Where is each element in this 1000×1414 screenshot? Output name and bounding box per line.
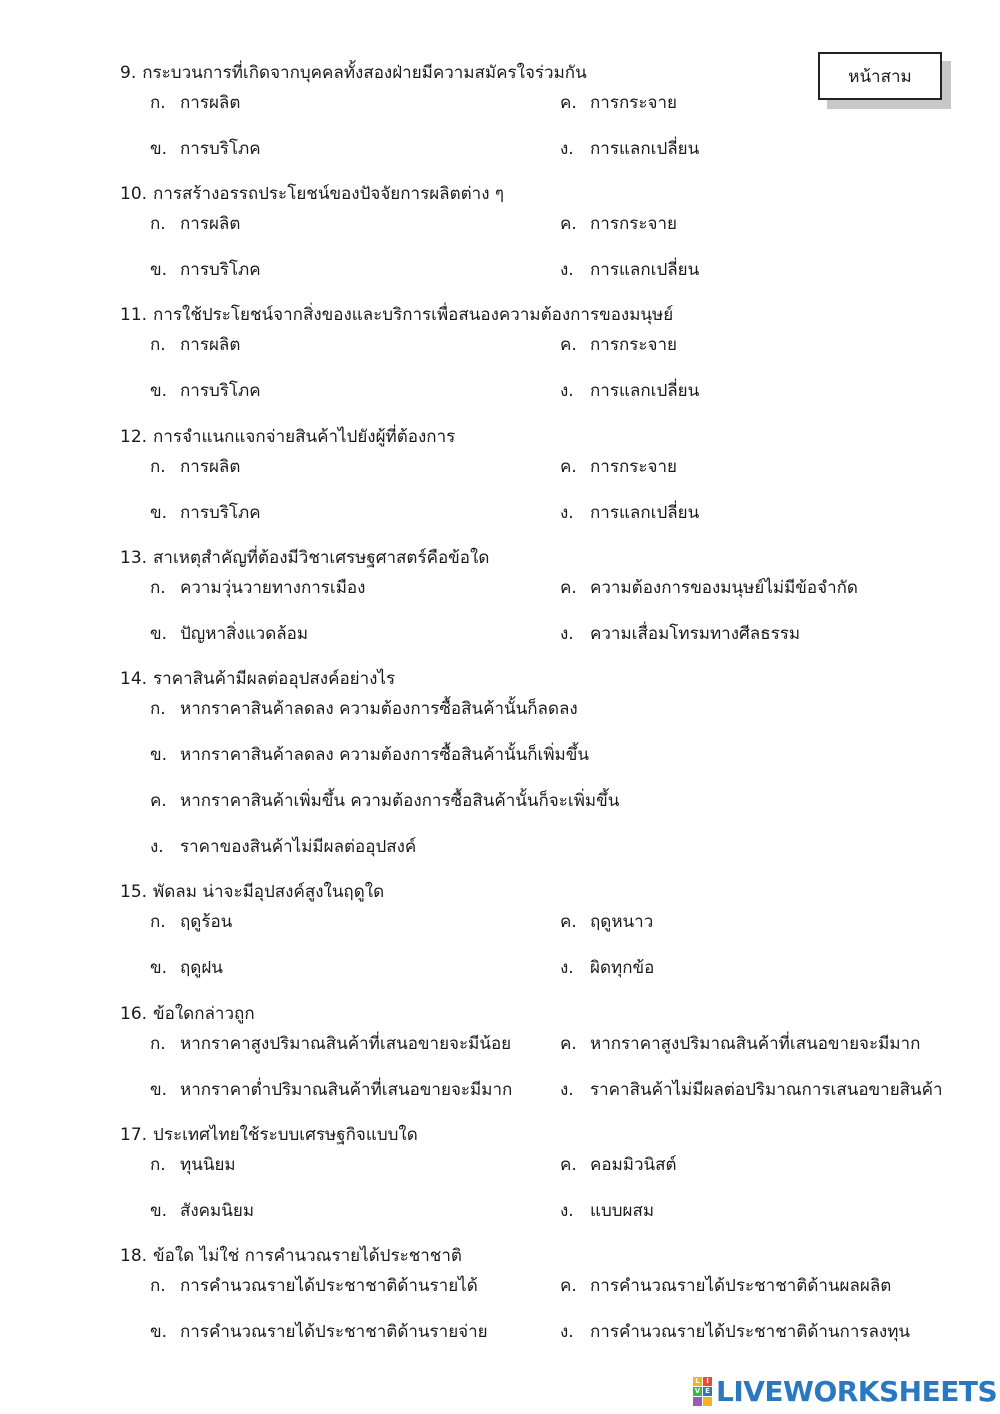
question-text: กระบวนการที่เกิดจากบุคคลทั้งสองฝ่ายมีความสมัครใจร่วมกัน bbox=[142, 63, 587, 83]
option-letter: ง. bbox=[560, 381, 574, 401]
answer-option[interactable] bbox=[150, 620, 308, 647]
answer-option[interactable] bbox=[150, 1318, 488, 1345]
option-letter: ค. bbox=[150, 791, 167, 811]
option-text: หากราคาต่ำปริมาณสินค้าที่เสนอขายจะมีมาก bbox=[180, 1080, 513, 1100]
answer-option[interactable] bbox=[150, 954, 223, 981]
answer-option[interactable] bbox=[560, 135, 699, 162]
option-text: การบริโภค bbox=[180, 139, 261, 159]
option-text: การคำนวณรายได้ประชาชาติด้านรายได้ bbox=[180, 1276, 478, 1296]
answer-option[interactable] bbox=[150, 135, 261, 162]
question-number: 17. bbox=[120, 1125, 148, 1145]
answer-option[interactable] bbox=[560, 620, 800, 647]
answer-option[interactable] bbox=[560, 1151, 677, 1178]
option-text: การกระจาย bbox=[590, 214, 677, 234]
option-letter: ข. bbox=[150, 1201, 168, 1221]
option-letter: ง. bbox=[560, 958, 574, 978]
option-letter: ก. bbox=[150, 1155, 166, 1175]
logo-square bbox=[703, 1397, 712, 1406]
answer-option[interactable] bbox=[150, 1151, 236, 1178]
option-letter: ก. bbox=[150, 214, 166, 234]
option-letter: ก. bbox=[150, 912, 166, 932]
logo-square bbox=[693, 1397, 702, 1406]
answer-option[interactable] bbox=[560, 210, 677, 237]
option-letter: ค. bbox=[560, 457, 577, 477]
question-title bbox=[120, 1242, 462, 1269]
answer-option[interactable] bbox=[150, 833, 416, 860]
option-text: หากราคาสูงปริมาณสินค้าที่เสนอขายจะมีน้อย bbox=[180, 1034, 512, 1054]
option-letter: ข. bbox=[150, 381, 168, 401]
answer-option[interactable] bbox=[150, 1197, 254, 1224]
answer-option[interactable] bbox=[560, 453, 677, 480]
option-letter: ง. bbox=[150, 837, 164, 857]
option-text: การผลิต bbox=[180, 93, 241, 113]
option-text: การคำนวณรายได้ประชาชาติด้านการลงทุน bbox=[590, 1322, 911, 1342]
option-text: ราคาของสินค้าไม่มีผลต่ออุปสงค์ bbox=[180, 837, 417, 857]
option-text: การแลกเปลี่ยน bbox=[590, 260, 700, 280]
option-text: การบริโภค bbox=[180, 503, 261, 523]
logo-square: V bbox=[694, 1386, 701, 1395]
option-text: ปัญหาสิ่งแวดล้อม bbox=[180, 624, 309, 644]
answer-option[interactable] bbox=[560, 954, 654, 981]
option-text: ผิดทุกข้อ bbox=[590, 958, 655, 978]
question-number: 18. bbox=[120, 1246, 148, 1266]
question-number: 16. bbox=[120, 1004, 148, 1024]
option-text: ฤดูฝน bbox=[180, 958, 223, 978]
answer-option[interactable] bbox=[150, 741, 589, 768]
option-letter: ค. bbox=[560, 578, 577, 598]
answer-option[interactable] bbox=[560, 1272, 891, 1299]
answer-option[interactable] bbox=[150, 908, 232, 935]
question-title bbox=[120, 1121, 418, 1148]
answer-option[interactable] bbox=[150, 210, 240, 237]
question-title bbox=[120, 301, 673, 328]
question-number: 14. bbox=[120, 669, 148, 689]
question-number: 11. bbox=[120, 305, 148, 325]
option-letter: ง. bbox=[560, 1322, 574, 1342]
answer-option[interactable] bbox=[150, 695, 578, 722]
answer-option[interactable] bbox=[150, 499, 261, 526]
answer-option[interactable] bbox=[150, 1076, 512, 1103]
answer-option[interactable] bbox=[150, 787, 619, 814]
page-label: หน้าสาม bbox=[848, 66, 912, 87]
option-letter: ข. bbox=[150, 624, 168, 644]
question-number: 15. bbox=[120, 882, 148, 902]
option-letter: ง. bbox=[560, 1080, 574, 1100]
option-letter: ค. bbox=[560, 214, 577, 234]
option-text: ราคาสินค้าไม่มีผลต่อปริมาณการเสนอขายสินค้า bbox=[590, 1080, 943, 1100]
answer-option[interactable] bbox=[150, 1272, 478, 1299]
option-text: การกระจาย bbox=[590, 93, 677, 113]
option-text: ทุนนิยม bbox=[180, 1155, 236, 1175]
option-letter: ข. bbox=[150, 958, 168, 978]
option-text: หากราคาสินค้าเพิ่มขึ้น ความต้องการซื้อสินค้านั้นก็จะเพิ่มขึ้น bbox=[180, 791, 620, 811]
question-title bbox=[120, 1000, 255, 1027]
option-letter: ข. bbox=[150, 503, 168, 523]
option-text: ความต้องการของมนุษย์ไม่มีข้อจำกัด bbox=[590, 578, 858, 598]
option-text: ฤดูร้อน bbox=[180, 912, 233, 932]
answer-option[interactable] bbox=[560, 1318, 910, 1345]
option-letter: ง. bbox=[560, 503, 574, 523]
option-letter: ง. bbox=[560, 624, 574, 644]
option-text: แบบผสม bbox=[590, 1201, 655, 1221]
question-number: 9. bbox=[120, 63, 137, 83]
answer-option[interactable] bbox=[560, 1076, 943, 1103]
question-text: การจำแนกแจกจ่ายสินค้าไปยังผู้ที่ต้องการ bbox=[153, 427, 456, 447]
question-number: 12. bbox=[120, 427, 148, 447]
option-letter: ก. bbox=[150, 578, 166, 598]
option-letter: ข. bbox=[150, 139, 168, 159]
option-text: การคำนวณรายได้ประชาชาติด้านผลผลิต bbox=[590, 1276, 892, 1296]
answer-option[interactable] bbox=[150, 89, 240, 116]
option-letter: ค. bbox=[560, 1276, 577, 1296]
question-number: 13. bbox=[120, 548, 148, 568]
option-text: คอมมิวนิสต์ bbox=[590, 1155, 677, 1175]
question-text: สาเหตุสำคัญที่ต้องมีวิชาเศรษฐศาสตร์คือข้อใด bbox=[153, 548, 490, 568]
question-text: การสร้างอรรถประโยชน์ของปัจจัยการผลิตต่าง ๆ bbox=[153, 184, 505, 204]
option-text: ความเสื่อมโทรมทางศีลธรรม bbox=[590, 624, 801, 644]
option-letter: ข. bbox=[150, 745, 168, 765]
answer-option[interactable] bbox=[560, 1197, 654, 1224]
option-letter: ข. bbox=[150, 1322, 168, 1342]
option-text: ความวุ่นวายทางการเมือง bbox=[180, 578, 366, 598]
answer-option[interactable] bbox=[150, 256, 261, 283]
option-letter: ค. bbox=[560, 912, 577, 932]
answer-option[interactable] bbox=[150, 1030, 511, 1057]
option-letter: ง. bbox=[560, 139, 574, 159]
logo-mark-icon bbox=[693, 1377, 712, 1406]
option-letter: ก. bbox=[150, 93, 166, 113]
answer-option[interactable] bbox=[150, 377, 261, 404]
option-text: การคำนวณรายได้ประชาชาติด้านรายจ่าย bbox=[180, 1322, 488, 1342]
answer-option[interactable] bbox=[560, 331, 677, 358]
logo-text: LIVEWORKSHEETS bbox=[716, 1374, 998, 1408]
answer-option[interactable] bbox=[560, 377, 699, 404]
option-text: ฤดูหนาว bbox=[590, 912, 654, 932]
option-text: การผลิต bbox=[180, 457, 241, 477]
option-text: การกระจาย bbox=[590, 457, 677, 477]
question-title bbox=[120, 423, 455, 450]
answer-option[interactable] bbox=[560, 89, 677, 116]
question-title bbox=[120, 59, 587, 86]
option-text: หากราคาสินค้าลดลง ความต้องการซื้อสินค้านั้นก็เพิ่มขึ้น bbox=[180, 745, 589, 765]
answer-option[interactable] bbox=[150, 574, 365, 601]
option-text: การบริโภค bbox=[180, 260, 261, 280]
option-text: การผลิต bbox=[180, 214, 241, 234]
option-text: การบริโภค bbox=[180, 381, 261, 401]
question-text: ราคาสินค้ามีผลต่ออุปสงค์อย่างไร bbox=[153, 669, 396, 689]
question-text: ข้อใดกล่าวถูก bbox=[153, 1004, 255, 1024]
answer-option[interactable] bbox=[560, 499, 699, 526]
answer-option[interactable] bbox=[560, 574, 858, 601]
option-text: หากราคาสูงปริมาณสินค้าที่เสนอขายจะมีมาก bbox=[590, 1034, 921, 1054]
option-letter: ค. bbox=[560, 1155, 577, 1175]
option-letter: ก. bbox=[150, 699, 166, 719]
option-letter: ก. bbox=[150, 1034, 166, 1054]
option-letter: ค. bbox=[560, 93, 577, 113]
question-text: ประเทศไทยใช้ระบบเศรษฐกิจแบบใด bbox=[153, 1125, 418, 1145]
question-title bbox=[120, 665, 395, 692]
option-letter: ก. bbox=[150, 335, 166, 355]
logo-square: E bbox=[703, 1387, 712, 1396]
question-title bbox=[120, 544, 489, 571]
option-text: การผลิต bbox=[180, 335, 241, 355]
option-letter: ง. bbox=[560, 260, 574, 280]
liveworksheets-logo bbox=[693, 1376, 997, 1406]
option-letter: ค. bbox=[560, 1034, 577, 1054]
question-title bbox=[120, 878, 384, 905]
option-letter: ก. bbox=[150, 1276, 166, 1296]
answer-option[interactable] bbox=[150, 453, 240, 480]
page-label-box bbox=[818, 52, 942, 100]
question-text: พัดลม น่าจะมีอุปสงค์สูงในฤดูใด bbox=[153, 882, 385, 902]
option-text: การกระจาย bbox=[590, 335, 677, 355]
answer-option[interactable] bbox=[150, 331, 240, 358]
question-text: ข้อใด ไม่ใช่ การคำนวณรายได้ประชาชาติ bbox=[153, 1246, 462, 1266]
option-letter: ข. bbox=[150, 1080, 168, 1100]
option-text: การแลกเปลี่ยน bbox=[590, 381, 700, 401]
answer-option[interactable] bbox=[560, 908, 653, 935]
option-letter: ง. bbox=[560, 1201, 574, 1221]
option-text: การแลกเปลี่ยน bbox=[590, 139, 700, 159]
option-letter: ข. bbox=[150, 260, 168, 280]
option-letter: ก. bbox=[150, 457, 166, 477]
logo-square: I bbox=[703, 1377, 712, 1386]
answer-option[interactable] bbox=[560, 256, 699, 283]
option-text: สังคมนิยม bbox=[180, 1201, 255, 1221]
question-number: 10. bbox=[120, 184, 148, 204]
logo-square: L bbox=[693, 1377, 702, 1386]
option-letter: ค. bbox=[560, 335, 577, 355]
option-text: หากราคาสินค้าลดลง ความต้องการซื้อสินค้านั้นก็ลดลง bbox=[180, 699, 578, 719]
question-text: การใช้ประโยชน์จากสิ่งของและบริการเพื่อสนองความต้องการของมนุษย์ bbox=[153, 305, 674, 325]
question-title bbox=[120, 180, 504, 207]
answer-option[interactable] bbox=[560, 1030, 920, 1057]
option-text: การแลกเปลี่ยน bbox=[590, 503, 700, 523]
